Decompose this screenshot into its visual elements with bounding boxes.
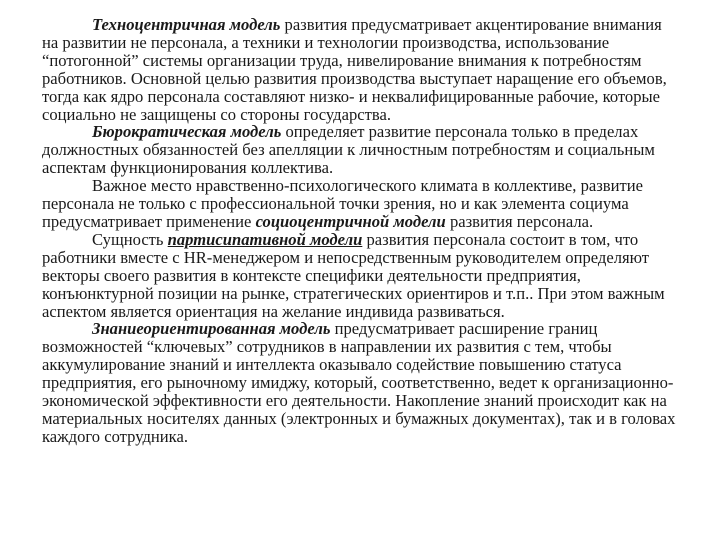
term-bureaucratic-model: Бюрократическая модель [92,122,282,142]
term-technocentric-model: Техноцентричная модель [92,15,281,34]
paragraph-text-after: развития персонала. [445,211,594,231]
paragraph-text: предусматривает расширение границ возможностей “ключевых” сотрудников в направлении их развития с тем, чтобы аккумулирование знаний и интеллекта оказывало содействие повышению статуса предприятия, его рыночному имиджу, который, соответственно, ведет к организационно-экономической эффективности его деятельности. Накопление знаний происходит как на материальных носителях данных (электронных и бумажных документах), так и в головах каждого сотрудника. [42,319,676,446]
paragraph-knowledge-oriented-model [42,320,680,445]
paragraph-technocentric-model [42,16,680,123]
paragraph-text-after: развития персонала состоит в том, что работники вместе с HR-менеджером и непосредственным руководителем определяют векторы своего развития в контексте специфики деятельности предприятия, конъюнктурной позиции на рынке, стратегических ориентиров и т.п.. При этом важным аспектом является ориентация на желание индивида развиваться. [42,229,665,321]
paragraph-text: развития предусматривает акцентирование внимания на развитии не персонала, а техники и технологии производства, использование “потогонной” системы организации труда, нивелирование внимания к потребностям работников. Основной целью развития производства выступает наращение его объемов, тогда как ядро персонала составляют низко- и неквалифицированные рабочие, которые социально не защищены со стороны государства. [42,15,667,124]
term-sociocentric-model: социоцентричной модели [255,211,446,231]
paragraph-text: определяет развитие персонала только в пределах должностных обязанностей без апелляции к личностным потребностям и социальным аспектам функционирования коллектива. [42,122,655,178]
paragraph-sociocentric-model [42,177,680,231]
paragraph-text-before: Важное место нравственно-психологического климата в коллективе, развитие персонала не только с профессиональной точки зрения, но и как элемента социума предусматривает применение [42,176,643,231]
paragraph-bureaucratic-model [42,123,680,177]
term-knowledge-oriented-model: Знаниеориентированная модель [92,319,331,339]
term-participative-model: партисипативной модели [167,229,363,249]
paragraph-text-before: Сущность [92,229,168,249]
paragraph-participative-model [42,231,680,321]
